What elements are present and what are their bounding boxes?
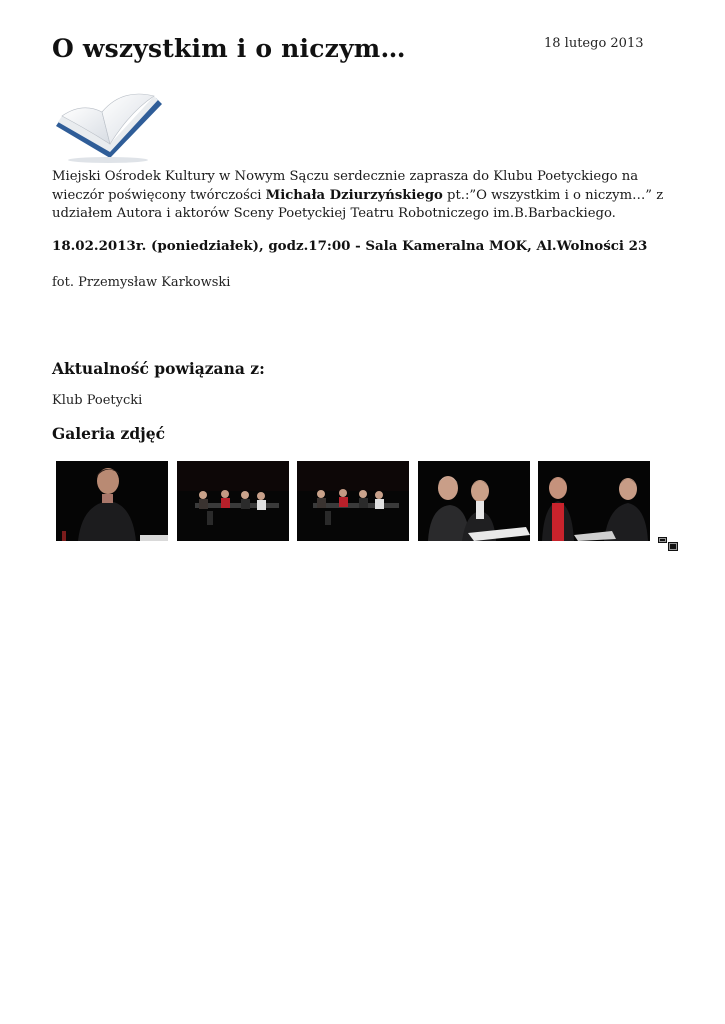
- photo-credit: fot. Przemysław Karkowski: [52, 275, 231, 290]
- intro-text-end: pt.:”O wszystkim i o niczym…” z udziałem Autora i aktorów Sceny Poetyckiej Teatru Robotniczego im.B.Barbackiego.: [52, 187, 664, 221]
- post-date: 18 lutego 2013: [544, 36, 644, 51]
- intro-paragraph: [52, 168, 677, 224]
- gallery-thumbnail[interactable]: [297, 461, 409, 541]
- related-heading: Aktualność powiązana z:: [52, 359, 265, 378]
- intro-text-start: Miejski Ośrodek Kultury w Nowym Sączu serdecznie zaprasza do Klubu Poetyckiego na wieczór poświęcony twórczości: [52, 169, 639, 203]
- gallery-expand-icon[interactable]: [658, 536, 678, 550]
- gallery-thumbnail[interactable]: [418, 461, 530, 541]
- related-link-klub-poetycki[interactable]: Klub Poetycki: [52, 393, 143, 408]
- gallery-thumbnail[interactable]: [56, 461, 168, 541]
- page-title: O wszystkim i o niczym…: [52, 34, 406, 63]
- gallery-heading: Galeria zdjęć: [52, 424, 166, 443]
- gallery-thumbnail[interactable]: [538, 461, 650, 541]
- open-book-image: [52, 86, 164, 164]
- gallery-thumbnail[interactable]: [177, 461, 289, 541]
- event-details: 18.02.2013r. (poniedziałek), godz.17:00 - Sala Kameralna MOK, Al.Wolności 23: [52, 238, 648, 254]
- intro-author-name: Michała Dziurzyńskiego: [265, 187, 443, 203]
